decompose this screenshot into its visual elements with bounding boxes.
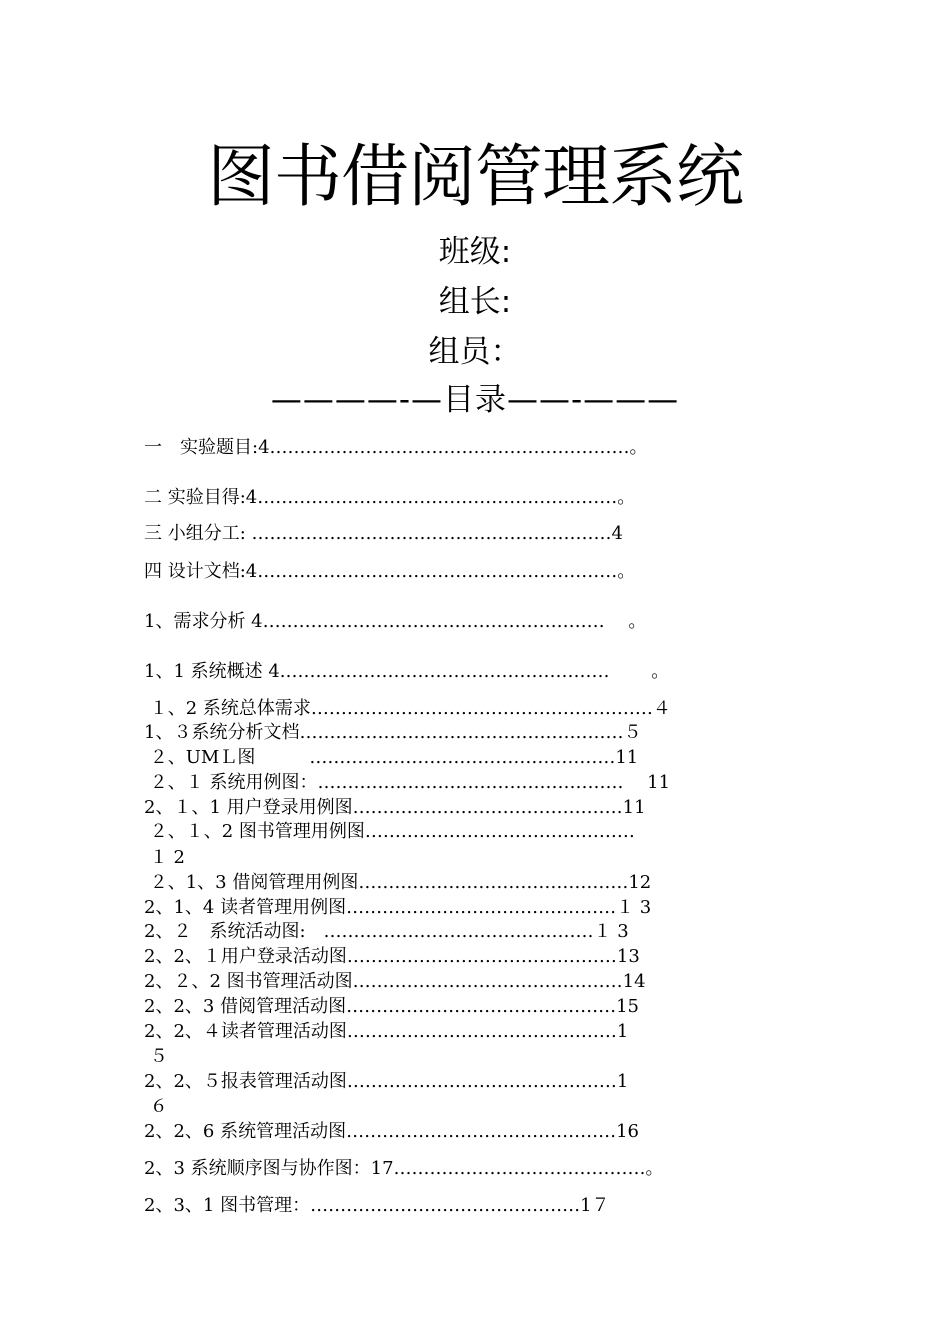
toc-entry: 1、1 系统概述 4.……………………………………………… 。 [144,661,670,682]
toc-entry: 2、2、１用户登录活动图………………………………………13 [144,946,640,967]
leader-label: 组长: [438,284,512,320]
toc-entry: 1、３系统分析文档………………………………………………５ [144,722,642,743]
members-label: 组员： [428,334,522,370]
toc-entry: ２、UMＬ图 ……………………………………………11 [144,747,639,768]
toc-entry: 一 实验题目:4……………………………………………………。 [144,437,648,458]
toc-entry: 2、２、2 图书管理活动图………………………………………14 [144,971,646,992]
toc-entry: 三 小组分工: ……………………………………………………4 [144,523,623,544]
toc-entry-continuation: １ 2 [144,847,185,868]
document-title: 图书借阅管理系统 [206,138,743,217]
toc-entry: 2、2、５报表管理活动图………………………………………1 [144,1071,629,1092]
toc-entry: ２、１ 系统用例图：…………………………………………… 11 [144,772,671,793]
toc-entry: 2、2、3 借阅管理活动图………………………………………15 [144,996,639,1017]
toc-entry-continuation: ６ [144,1096,168,1117]
toc-entry: 二 实验目得:4……………………………………………………。 [144,487,636,508]
toc-entry: 2、3、1 图书管理：………………………………………1７ [144,1195,610,1216]
class-label: 班级: [438,234,512,270]
toc-entry: ２、１、2 图书管理用例图……………………………………… [144,821,635,842]
toc-entry: 2、3 系统顺序图与协作图：17……………………………………。 [144,1158,664,1179]
toc-entry-continuation: ５ [144,1046,168,1067]
toc-entry: 2、１、1 用户登录用例图………………………………………11 [144,797,646,818]
toc-entry: ２、1、3 借阅管理用例图………………………………………12 [144,872,652,893]
toc-entry: 2、2、４读者管理活动图………………………………………1 [144,1021,629,1042]
toc-entry: 2、1、4 读者管理用例图………………………………………１ 3 [144,897,652,918]
toc-entry: 2、２ 系统活动图: ………………………………………１ 3 [144,921,629,942]
toc-entry: 1、需求分析 4………………………………………………… 。 [144,611,647,632]
toc-heading: ————-—目录——-——— [270,382,680,418]
toc-entry: 2、2、6 系统管理活动图………………………………………16 [144,1121,639,1142]
toc-entry: １、2 系统总体需求…………………………………………………４ [144,698,671,719]
toc-entry: 四 设计文档:4……………………………………………………。 [144,561,636,582]
